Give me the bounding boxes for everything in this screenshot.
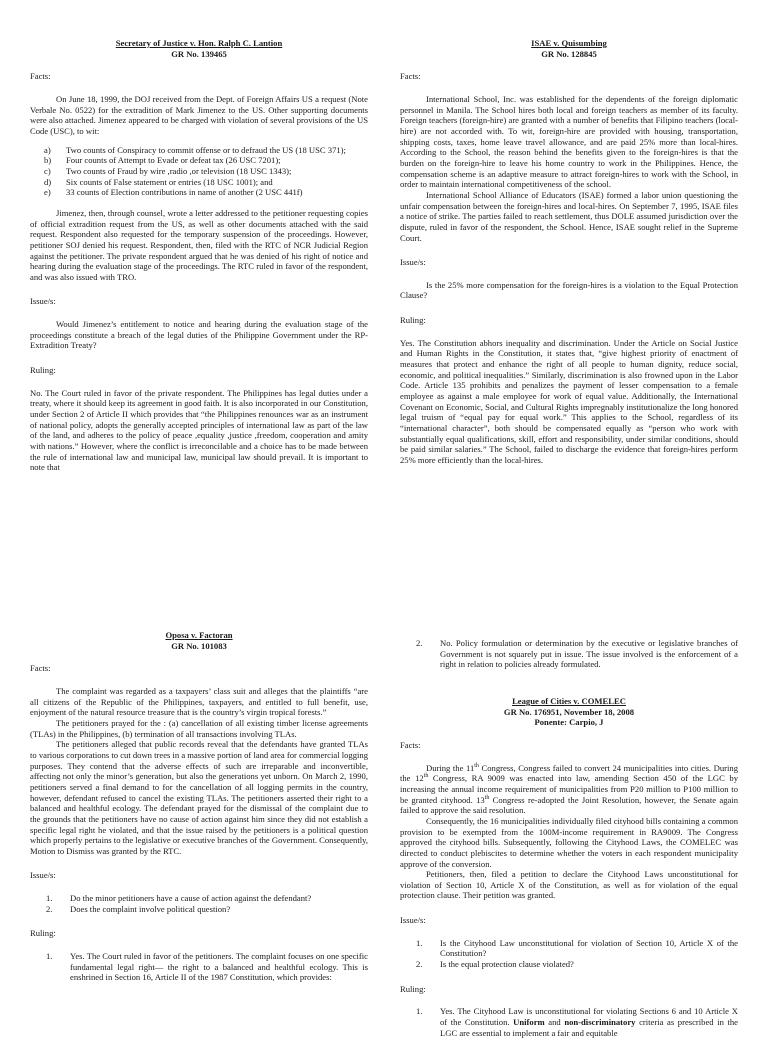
ruling-label: Ruling: [400, 315, 426, 326]
rulings-list [400, 1006, 738, 1038]
list-item: 2. No. Policy formulation or determination by the executive or legislative branches of Government is not squarely put in issue. The issue involved is the enforcement of a right in relation to policies already formulated. [416, 638, 738, 670]
issue-paragraph: Would Jimenez’s entitlement to notice and hearing during the evaluation stage of the proceedings constitute a breach of the legal duties of the Philippine Government under the RP-Extradition Treaty? [30, 319, 368, 351]
ruling-paragraph: Yes. The Constitution abhors inequality and discrimination. Under the Article on Social Justice and Human Rights in the Constitution, it states that, “give highest priority of enactment of measures that protect and enhance the right of all people to human dignity, reduce social, economic, and political inequalities.” Similarly, discrimination is also frowned upon in the Labor Code. Article 135 prohibits and penalizes the payment of lesser compensation to a female employee as against a male employee for work of equal value. Additionally, the International Covenant on Economic, Social, and Cultural Rights impregnably institutionalize the long honored legal truism of “equal pay for equal work.” This applies to the School, regardless of its “international character”, both should be compensated equally as “person who work with substantially equal qualifications, skill, effort and responsibility, under similar conditions, should be paid similar salaries.” The School, failed to discharge the evidence that foreign-hires perform 25% more efficiently than the local-hires. [400, 337, 738, 465]
facts-paragraph: Consequently, the 16 municipalities individually filed cityhood bills containing a common provision to be exempted from the 100M-income requirement in RA9009. The Congress approved the cityhood bills. Subsequently, following the Cityhood Laws, the COMELEC was directed to conduct plebiscites to determine whether the voters in each respondent municipality approve of the conversion. [400, 815, 738, 869]
case-secretary-of-justice-v-lantion [30, 38, 368, 508]
facts-label: Facts: [400, 71, 421, 82]
case-gr-number: GR No. 176951, November 18, 2008 [503, 706, 635, 717]
list-item: 2. Is the equal protection clause violated? [416, 959, 574, 970]
list-item: 2. Does the complaint involve political question? [46, 903, 231, 914]
list-item: b) Four counts of Attempt to Evade or defeat tax (26 USC 7201); [44, 155, 281, 166]
facts-label: Facts: [400, 739, 421, 750]
case-gr-number: GR No. 139465 [171, 48, 227, 59]
issue-label: Issue/s: [400, 257, 426, 268]
case-title: Secretary of Justice v. Hon. Ralph C. Lantion [115, 38, 283, 48]
ruling-label: Ruling: [400, 983, 426, 994]
list-item: d) Six counts of False statement or entries (18 USC 1001); and [44, 176, 273, 187]
facts-label: Facts: [30, 71, 51, 82]
case-league-of-cities-v-comelec [400, 638, 738, 1038]
list-item: 1. Yes. The Cityhood Law is unconstitutional for violating Sections 6 and 10 Article X of the Constitution. Uniform and non-discriminatory criteria as prescribed in the LGC are essential to implement a fair and equitable [416, 1006, 738, 1038]
facts-paragraph: On June 18, 1999, the DOJ received from the Dept. of Foreign Affairs US a request (Note Verbale No. 0522) for the extradition of Mark Jimenez to the US. Other supporting documents were also attached. Jimenez appeared to be charged with violation of several provisions of the US Code (USC), to wit: [30, 93, 368, 136]
case-gr-number: GR No. 101083 [171, 640, 227, 651]
case-title: League of Cities v. COMELEC [512, 695, 626, 706]
issue-label: Issue/s: [30, 296, 56, 307]
case-ponente: Ponente: Carpio, J [534, 717, 604, 728]
issues-list [400, 938, 738, 970]
facts-paragraph: International School, Inc. was established for the dependents of the foreign diplomatic personnel in Manila. The School hires both local and foreign teachers as member of its faculty. Foreign teachers (foreign-hire) are granted with a number of benefits that Filipino teachers (local-hire) are not accorded with. To wit, foreign-hire are provided with housing, transportation, shipping costs, taxes, home leave travel allowance, and are paid 25% more than local-hires. According to the School, the reason behind the benefits given to the foreign-hires is that the burden on the foreign-hire to leave his home country to work in the Philippines. Hence, the compensation scheme is an adaptive measure to attract foreign-hires to work with the School, in order to maintain international competitiveness of the school. [400, 93, 738, 190]
facts-paragraph: The petitioners alleged that public records reveal that the defendants have granted TLAs to various corporations to cut down trees in a massive portion of land area for commercial logging purposes. They contend that the adverse effects of such are irreparable and inconvertible, affecting not only the minor’s generation, but also the generations yet unborn. On March 2, 1990, petitioners served a final demand to for the cancellation of all logging permits in the country, however, defendant refused to cancel the existing TLAs. The petitioners asserted their right to a balanced and healthful ecology. The defendant prayed for the dismissal of the complaint due to the grounds that the petitioners have no cause of action against him since they did not establish a specific legal right he violated, and that the issue raised by the petitioners is a political question which properly pertains to the legislative or executive branches of the Government. Consequently, Motion to Dismiss was granted by the RTC. [30, 739, 368, 856]
issues-list [30, 893, 368, 914]
list-item: 1. Do the minor petitioners have a cause of action against the defendant? [46, 893, 312, 904]
case-gr-number: GR No. 128845 [541, 48, 597, 59]
case-title: ISAE v. Quisumbing [531, 38, 607, 48]
list-item: 1. Is the Cityhood Law unconstitutional for violation of Section 10, Article X of the Constitution? [416, 937, 738, 959]
list-item: c) Two counts of Fraud by wire ,radio ,or television (18 USC 1343); [44, 165, 292, 176]
ruling-paragraph: No. The Court ruled in favor of the private respondent. The Philippines has legal duties under a treaty, where it should keep its agreement in good faith. It is also incorporated in our Constitution, under Section 2 of Article II which provides that “the Philippines renounces war as an instrument of national policy, adopts the generally accepted principles of international law as part of the law of the land, and adheres to the policy of peace ,equality ,justice ,freedom, cooperation and amity with nations.” However, where the conflict is irreconcilable and a choice has to be made between the rule of international law and municipal law, municipal law should prevail. It is important to note that [30, 387, 368, 473]
facts-paragraph: International School Alliance of Educators (ISAE) formed a labor union questioning the unfair compensation between the foreign-hires and local-hires. On September 7, 1995, ISAE files a notice of strike. The parties failed to reach settlement, thus DOLE assumed jurisdiction over the dispute, ruled in favor of the respondent, the School. Hence, ISAE sought relief in the Supreme Court. [400, 189, 738, 243]
charges-list [30, 145, 368, 198]
facts-paragraph: Jimenez, then, through counsel, wrote a letter addressed to the petitioner requesting copies of official extradition request from the US, as well as other documents attached with the said request. Respondent also requested for the temporary suspension of the proceedings. However, petitioner SOJ denied his request. Respondent, then, filed with the RTC of NCR Judicial Region against the petitioner. The private respondent argued that he was denied of his right of notice and hearing during the evaluation stage of the proceedings. The RTC ruled in favor of the respondent, and was also issued with TRO. [30, 207, 368, 282]
issue-paragraph: Is the 25% more compensation for the foreign-hires is a violation to the Equal Protection Clause? [400, 279, 738, 301]
list-item: e) 33 counts of Election contributions in name of another (2 USC 441f) [44, 187, 303, 198]
ruling-label: Ruling: [30, 365, 56, 376]
issue-label: Issue/s: [30, 870, 56, 881]
facts-label: Facts: [30, 663, 51, 674]
rulings-list [30, 951, 368, 983]
case-oposa-v-factoran [30, 630, 368, 1024]
continued-ruling-list [400, 638, 738, 670]
case-title: Oposa v. Factoran [165, 630, 233, 640]
list-item: 1. Yes. The Court ruled in favor of the petitioners. The complaint focuses on one specific fundamental legal right— the right to a balanced and healthful ecology. This is enshrined in Section 16, Article II of the 1987 Constitution, which provides: [46, 951, 368, 983]
case-isae-v-quisumbing [400, 38, 738, 466]
facts-paragraph: Petitioners, then, filed a petition to declare the Cityhood Laws unconstitutional for violation of Section 10, Article X of the Constitution, as well as for violation of the equal protection clause. Their petition was granted. [400, 869, 738, 901]
facts-paragraph: During the 11th Congress, Congress failed to convert 24 municipalities into cities. During the 12th Congress, RA 9009 was enacted into law, amending Section 450 of the LGC by increasing the annual income requirement of municipalities from P20 million to P100 million to be granted cityhood. 13th Congress re-adopted the Joint Resolution, however, the Senate again failed to approve the said resolution. [400, 762, 738, 816]
list-item: a) Two counts of Conspiracy to commit offense or to defraud the US (18 USC 371); [44, 144, 346, 155]
facts-paragraph: The petitioners prayed for the : (a) cancellation of all existing timber license agreements (TLAs) in the Philippines, (b) termination of all transactions involving TLAs. [30, 717, 368, 739]
issue-label: Issue/s: [400, 915, 426, 926]
ruling-label: Ruling: [30, 928, 56, 939]
facts-paragraph: The complaint was regarded as a taxpayers’ class suit and alleges that the plaintiffs “are all citizens of the Republic of the Philippines, taxpayers, and entitled to full benefit, use, enjoyment of the natural resource treasure that is the country’s virgin tropical forests.” [30, 685, 368, 718]
